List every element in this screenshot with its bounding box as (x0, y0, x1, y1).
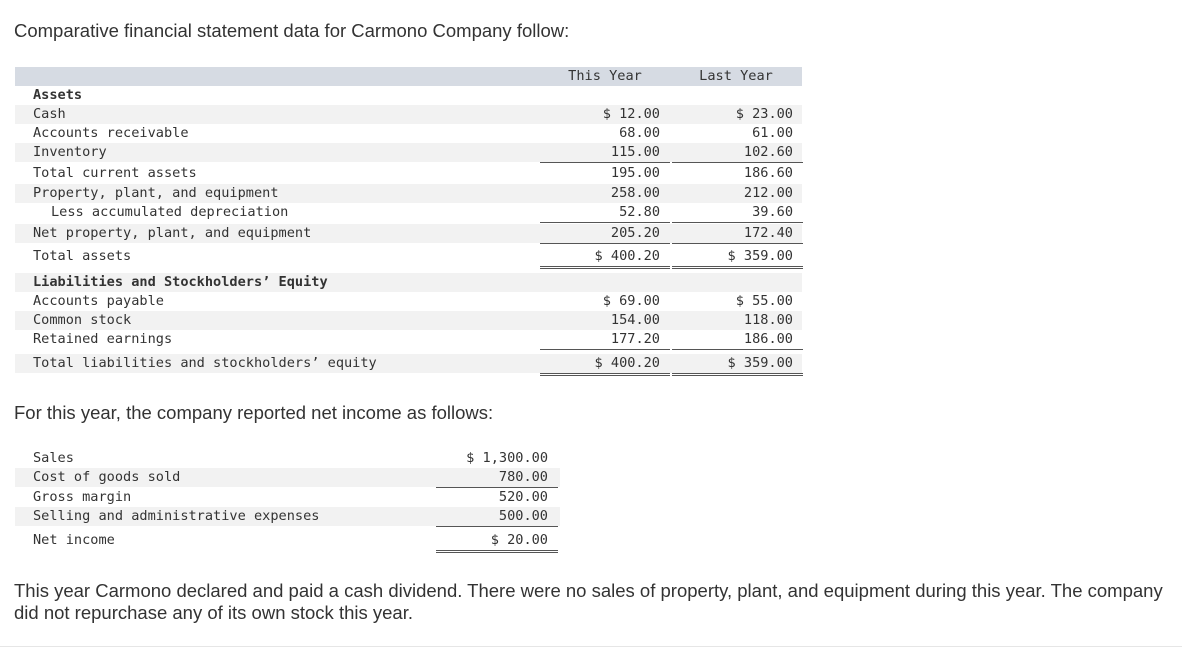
value-last-year: 118.00 (743, 312, 793, 328)
value-this-year: 258.00 (610, 185, 660, 201)
row-label: Selling and administrative expenses (33, 508, 320, 524)
value-last-year: 186.60 (743, 165, 793, 181)
table-row-total-assets (15, 247, 802, 266)
table-row-net-income (15, 531, 560, 550)
value: 780.00 (436, 468, 558, 488)
value-this-year: $ 400.20 (540, 247, 670, 269)
row-label: Cash (33, 106, 66, 122)
value: 520.00 (498, 489, 548, 505)
column-header-this-year: This Year (568, 68, 642, 84)
table-row-cash (15, 105, 802, 124)
closing-text: This year Carmono declared and paid a cash dividend. There were no sales of property, plant, and equipment during this year. The company did not repurchase any of its own stock this year. (14, 580, 1163, 623)
row-label: Total current assets (33, 165, 197, 181)
value: $ 1,300.00 (466, 450, 548, 466)
value-last-year: 172.40 (672, 224, 803, 244)
value-last-year: $ 359.00 (672, 354, 803, 376)
table-row-accounts-payable (15, 292, 802, 311)
table-row-liabilities-heading (15, 273, 802, 292)
value-this-year: 177.20 (540, 330, 670, 350)
row-label: Total assets (33, 248, 132, 264)
column-header-last-year: Last Year (699, 68, 773, 84)
value-this-year: $ 400.20 (540, 354, 670, 376)
table-row-accounts-receivable (15, 124, 802, 143)
row-label: Less accumulated depreciation (51, 204, 289, 220)
value-this-year: 154.00 (610, 312, 660, 328)
table-row-assets-heading (15, 86, 802, 105)
value-last-year: $ 55.00 (735, 293, 793, 309)
row-label: Accounts receivable (33, 125, 189, 141)
value-this-year: 195.00 (610, 165, 660, 181)
value: 500.00 (436, 507, 558, 527)
row-label: Net income (33, 532, 115, 548)
value: $ 20.00 (436, 531, 558, 553)
row-label: Assets (33, 87, 83, 103)
table-row-gross-margin (15, 488, 560, 507)
divider (0, 646, 1182, 647)
value-last-year: 61.00 (752, 125, 793, 141)
value-last-year: 212.00 (743, 185, 793, 201)
value-last-year: 102.60 (672, 143, 803, 163)
table-row-total-current-assets (15, 164, 802, 183)
income-intro-text: For this year, the company reported net income as follows: (14, 402, 494, 423)
row-label: Cost of goods sold (33, 469, 181, 485)
row-label: Net property, plant, and equipment (33, 225, 312, 241)
table-row-net-ppe (15, 224, 802, 243)
value-last-year: $ 359.00 (672, 247, 803, 269)
value-this-year: 52.80 (540, 203, 670, 223)
row-label: Common stock (33, 312, 132, 328)
value-last-year: 39.60 (672, 203, 803, 223)
row-label: Property, plant, and equipment (33, 185, 279, 201)
value-this-year: $ 12.00 (602, 106, 660, 122)
table-row-accumulated-depreciation (15, 203, 802, 222)
table-row-sales (15, 449, 560, 468)
value-this-year: 68.00 (619, 125, 660, 141)
table-row-ppe (15, 184, 802, 203)
row-label: Sales (33, 450, 74, 466)
value-last-year: $ 23.00 (735, 106, 793, 122)
row-label: Liabilities and Stockholders’ Equity (33, 274, 328, 290)
table-row-cogs (15, 468, 560, 487)
intro-text: Comparative financial statement data for Carmono Company follow: (14, 20, 570, 41)
value-last-year: 186.00 (672, 330, 803, 350)
row-label: Inventory (33, 144, 107, 160)
row-label: Retained earnings (33, 331, 173, 347)
value-this-year: 115.00 (540, 143, 670, 163)
row-label: Total liabilities and stockholders’ equity (33, 355, 377, 371)
row-label: Gross margin (33, 489, 132, 505)
table-row-inventory (15, 143, 802, 162)
value-this-year: $ 69.00 (602, 293, 660, 309)
value-this-year: 205.20 (540, 224, 670, 244)
table-row-retained-earnings (15, 330, 802, 349)
table-row-total-liabilities-equity (15, 354, 802, 373)
row-label: Accounts payable (33, 293, 164, 309)
table-row-selling-admin (15, 507, 560, 526)
table-row-common-stock (15, 311, 802, 330)
